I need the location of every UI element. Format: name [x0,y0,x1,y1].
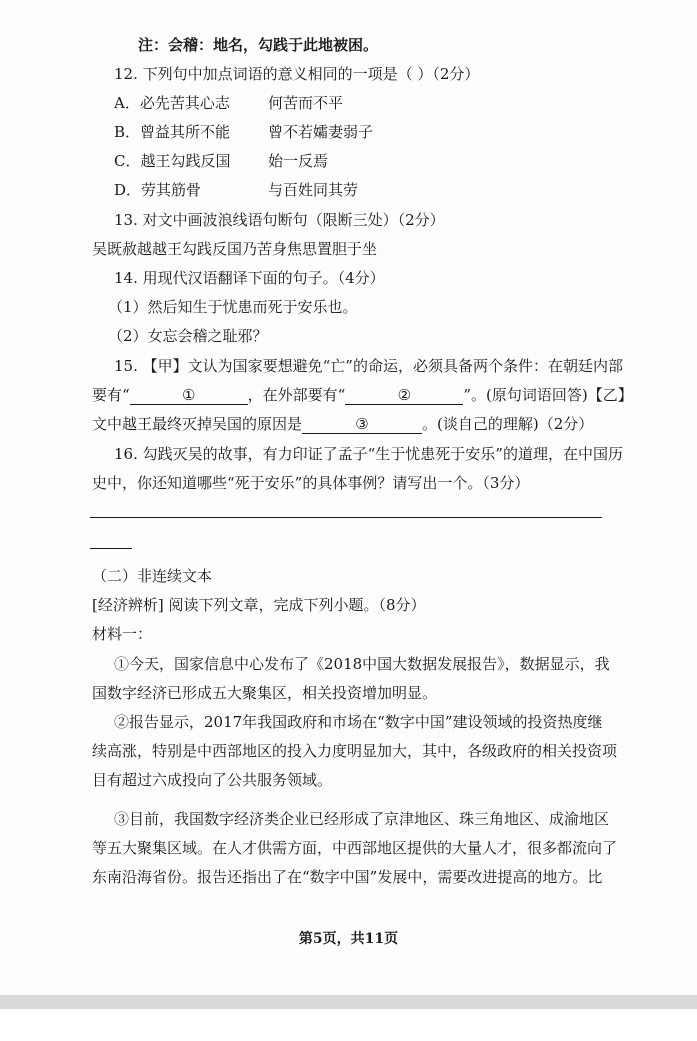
q15-line1: 15. 【甲】文认为国家要想避免“亡”的命运，必须具备两个条件：在朝廷内部 [114,357,623,375]
q12-option-c-right: 始一反焉 [268,152,329,170]
page-footer: 第5页，共11页 [298,931,399,947]
q16-line2: 史中，你还知道哪些“死于安乐”的具体事例？请写出一个。（3分） [92,474,530,492]
material-p3-line2: 等五大聚集区域。在人才供需方面，中西部地区提供的大量人才，很多都流向了 [92,839,618,857]
q12-option-a-left: A．必先苦其心志 [114,94,230,112]
material-p1-line2: 国数字经济已形成五大聚集区，相关投资增加明显。 [92,684,438,702]
material-label: 材料一： [92,625,153,643]
q15-line2-c: ”。(原句词语回答)【乙】 [463,386,633,404]
q15-line3-b: 。(谈自己的理解)（2分） [422,415,594,433]
viewer-blank-area [0,1009,697,1041]
material-p2-line1: ②报告显示，2017年我国政府和市场在“数字中国”建设领域的投资热度继 [114,713,603,731]
q15-line2-b: ，在外部要有“ [247,386,346,404]
q15-blank-3: ③ [302,415,422,434]
q15-line3 [92,414,593,434]
q12-option-c-left: C．越王勾践反国 [114,152,231,170]
q14-item-1: （1）然后知生于忧患而死于安乐也。 [108,298,358,316]
material-p2-line2: 续高涨，特别是中西部地区的投入力度明显加大，其中，各级政府的相关投资项 [92,742,618,760]
q12-stem: 12. 下列句中加点词语的意义相同的一项是（ ）（2分） [114,65,480,83]
q12-option-d-right: 与百姓同其劳 [268,181,359,199]
q13-stem: 13. 对文中画波浪线语句断句（限断三处）（2分） [114,211,445,229]
q15-line2 [92,385,633,405]
q16-line1: 16. 勾践灭吴的故事，有力印证了孟子“生于忧患死于安乐”的道理，在中国历 [114,445,623,463]
q13-text: 吴既赦越越王勾践反国乃苦身焦思置胆于坐 [92,240,378,258]
material-p3-line1: ③目前，我国数字经济类企业已经形成了京津地区、珠三角地区、成渝地区 [114,810,610,828]
q12-option-b-left: B．曾益其所不能 [114,123,231,141]
section2-intro: [经济辨析] 阅读下列文章，完成下列小题。（8分） [92,596,426,614]
viewer-divider-bar [0,995,697,1009]
material-p2-line3: 目有超过六成投向了公共服务领域。 [92,771,333,789]
q15-blank-1: ① [130,386,248,405]
q15-blank-2: ② [345,386,463,405]
material-p3-line3: 东南沿海省份。报告还指出了在“数字中国”发展中，需要改进提高的地方。比 [92,868,603,886]
section2-heading: （二）非连续文本 [92,567,213,585]
q12-option-d-left: D．劳其筋骨 [114,181,202,199]
answer-line-short [90,548,132,549]
material-p1-line1: ①今天，国家信息中心发布了《2018中国大数据发展报告》，数据显示，我 [114,655,610,673]
q14-item-2: （2）女忘会稽之耻邪？ [108,327,268,345]
q12-option-b-right: 曾不若孀妻弱子 [268,123,374,141]
q15-line3-a: 文中越王最终灭掉吴国的原因是 [92,415,303,433]
note-text: 注：会稽：地名，勾践于此地被困。 [138,36,379,54]
q15-line2-a: 要有“ [92,386,130,404]
q14-stem: 14. 用现代汉语翻译下面的句子。（4分） [114,269,385,287]
q12-option-a-right: 何苦而不平 [268,94,344,112]
answer-line-long [90,517,602,518]
